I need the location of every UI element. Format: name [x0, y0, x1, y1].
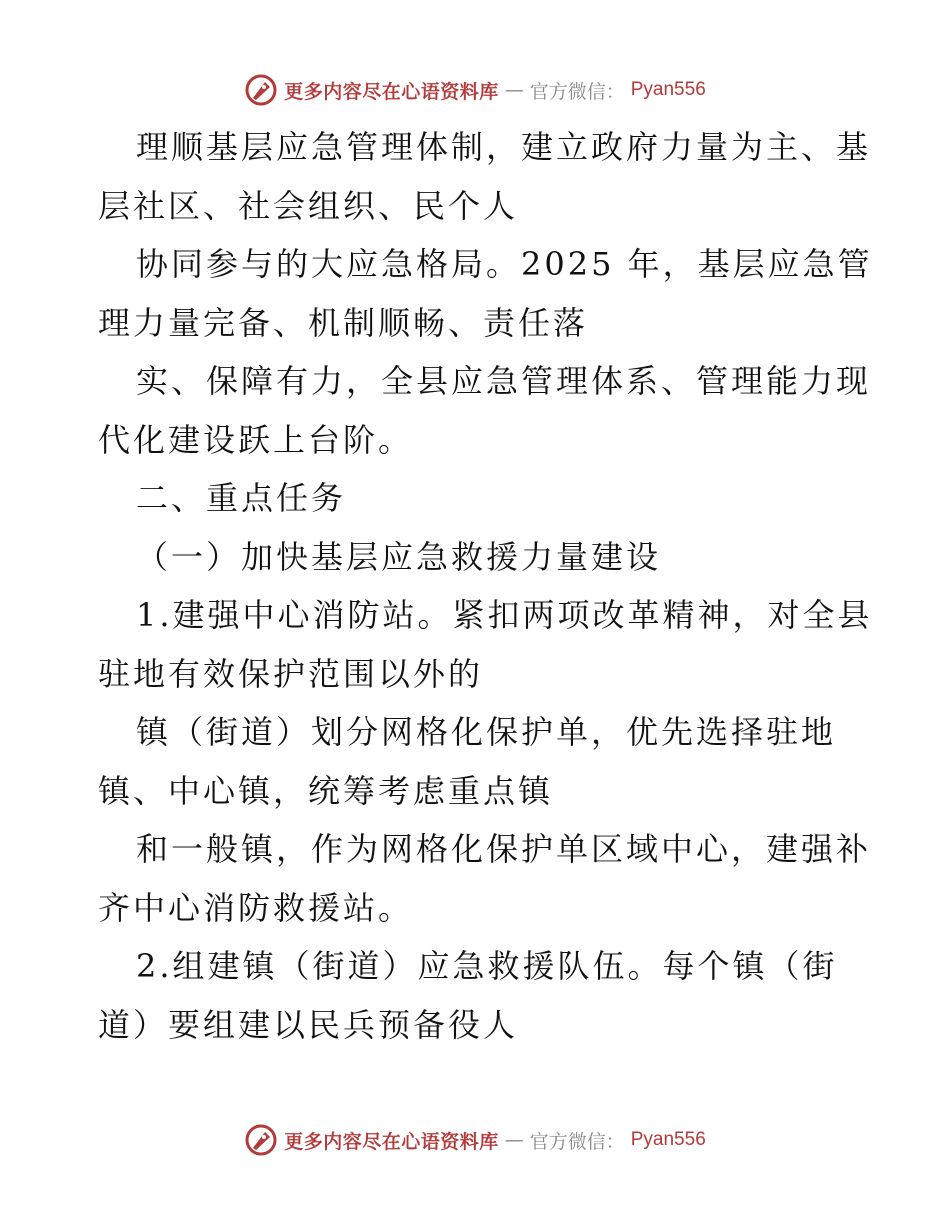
section-heading: 二、重点任务 [136, 479, 347, 517]
watermark-label: 官方微信： [529, 80, 625, 103]
document-body [98, 118, 873, 1054]
watermark-separator: — [504, 1129, 524, 1151]
text-line: 2.组建镇（街道）应急救援队伍。每个镇（街 [136, 947, 838, 985]
pen-nib-logo-icon [244, 73, 278, 107]
text-line: 1.建强中心消防站。紧扣两项改革精神，对全县 [136, 596, 873, 634]
watermark-account: Pyan556 [630, 79, 706, 100]
footer-watermark [0, 1120, 950, 1160]
watermark-brand: 更多内容尽在心语资料库 [284, 1130, 499, 1153]
text-line: 镇（街道）划分网格化保护单，优先选择驻地 [136, 713, 837, 751]
watermark-account: Pyan556 [630, 1129, 706, 1150]
pen-nib-logo-icon [244, 1123, 278, 1157]
text-line: 实、保障有力，全县应急管理体系、管理能力现 [136, 362, 872, 400]
text-line: 道）要组建以民兵预备役人 [98, 1005, 519, 1044]
text-line: 齐中心消防救援站。 [98, 888, 414, 927]
text-line: 层社区、社会组织、民个人 [98, 186, 519, 225]
text-line: 协同参与的大应急格局。2025 年，基层应急管 [136, 245, 873, 283]
watermark-brand: 更多内容尽在心语资料库 [284, 80, 499, 103]
text-line: 驻地有效保护范围以外的 [98, 654, 484, 693]
watermark-label: 官方微信： [529, 1130, 625, 1153]
watermark-separator: — [504, 79, 524, 101]
header-watermark [0, 70, 950, 110]
text-line: 理顺基层应急管理体制，建立政府力量为主、基 [136, 128, 872, 166]
subsection-heading: （一）加快基层应急救援力量建设 [136, 537, 662, 576]
text-line: 镇、中心镇，统筹考虑重点镇 [98, 771, 554, 810]
text-line: 代化建设跃上台阶。 [98, 420, 414, 459]
text-line: 理力量完备、机制顺畅、责任落 [98, 303, 589, 342]
text-line: 和一般镇，作为网格化保护单区域中心，建强补 [136, 830, 872, 868]
